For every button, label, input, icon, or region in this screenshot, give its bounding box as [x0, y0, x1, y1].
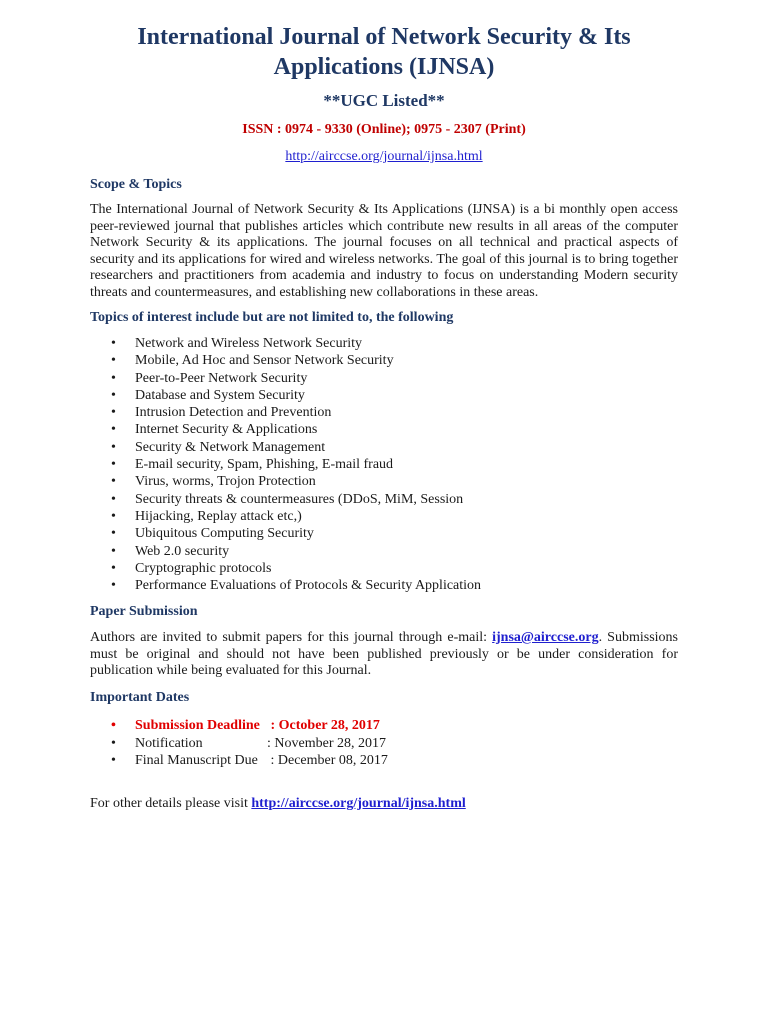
footer-url-link[interactable]: http://airccse.org/journal/ijnsa.html — [251, 796, 466, 811]
list-item: • Intrusion Detection and Prevention — [90, 404, 481, 421]
footer-line — [90, 796, 466, 812]
list-item: • Cryptographic protocols — [90, 560, 481, 577]
date-value: : October 28, 2017 — [267, 718, 380, 733]
title-line-1: International Journal of Network Security & Its — [137, 24, 631, 50]
list-item: • Virus, worms, Trojon Protection — [90, 473, 481, 490]
date-notification — [90, 735, 388, 753]
date-value: : November 28, 2017 — [267, 735, 386, 751]
date-label: Final Manuscript Due — [135, 753, 258, 768]
topics-list — [90, 335, 481, 594]
list-item: • Performance Evaluations of Protocols & Security Application — [90, 577, 481, 594]
list-item: • E-mail security, Spam, Phishing, E-mail fraud — [90, 456, 481, 473]
submission-heading: Paper Submission — [90, 604, 198, 619]
date-submission-deadline — [90, 717, 388, 735]
title-line-2: Applications (IJNSA) — [273, 54, 495, 80]
list-item: • Network and Wireless Network Security — [90, 335, 481, 352]
date-label: Notification — [135, 735, 203, 751]
issn-line: ISSN : 0974 - 9330 (Online); 0975 - 2307 (Print) — [242, 122, 526, 137]
list-item: • Security threats & countermeasures (DDoS, MiM, Session — [90, 491, 481, 508]
submission-text-before: Authors are invited to submit papers for this journal through e-mail: — [90, 630, 493, 645]
topics-heading: Topics of interest include but are not limited to, the following — [90, 310, 454, 325]
dates-list — [90, 717, 388, 770]
list-item: • Hijacking, Replay attack etc,) — [90, 508, 481, 525]
submission-text-after: . Submissions must be original and should not have been published previously or be under consideration for publication while being evaluated for this Journal. — [90, 630, 678, 678]
list-item: • Security & Network Management — [90, 439, 481, 456]
list-item: • Database and System Security — [90, 387, 481, 404]
list-item: • Web 2.0 security — [90, 543, 481, 560]
date-label: Submission Deadline — [135, 718, 260, 733]
list-item: • Ubiquitous Computing Security — [90, 525, 481, 542]
date-value: : December 08, 2017 — [267, 753, 388, 768]
list-item: • Internet Security & Applications — [90, 421, 481, 438]
dates-heading: Important Dates — [90, 690, 190, 705]
ugc-listed: **UGC Listed** — [323, 91, 445, 110]
list-item: • Peer-to-Peer Network Security — [90, 370, 481, 387]
list-item: • Mobile, Ad Hoc and Sensor Network Security — [90, 352, 481, 369]
scope-paragraph: The International Journal of Network Security & Its Applications (IJNSA) is a bi monthly open access peer-reviewed journal that publishes articles which contribute new results in all areas of the computer Network Security & its applications. The journal focuses on all technical and practical aspects of security and its applications for wired and wireless networks. The goal of this journal is to bring together researchers and practitioners from academia and industry to focus on understanding Modern security threats and countermeasures, and establishing new collaborations in these areas. — [90, 202, 678, 300]
scope-heading: Scope & Topics — [90, 177, 182, 192]
date-final-manuscript — [90, 752, 388, 770]
submission-paragraph — [90, 630, 678, 680]
footer-text: For other details please visit — [90, 796, 252, 811]
journal-url-link[interactable]: http://airccse.org/journal/ijnsa.html — [285, 149, 483, 164]
submission-email-link[interactable]: ijnsa@airccse.org — [492, 630, 599, 645]
journal-title — [90, 22, 678, 82]
